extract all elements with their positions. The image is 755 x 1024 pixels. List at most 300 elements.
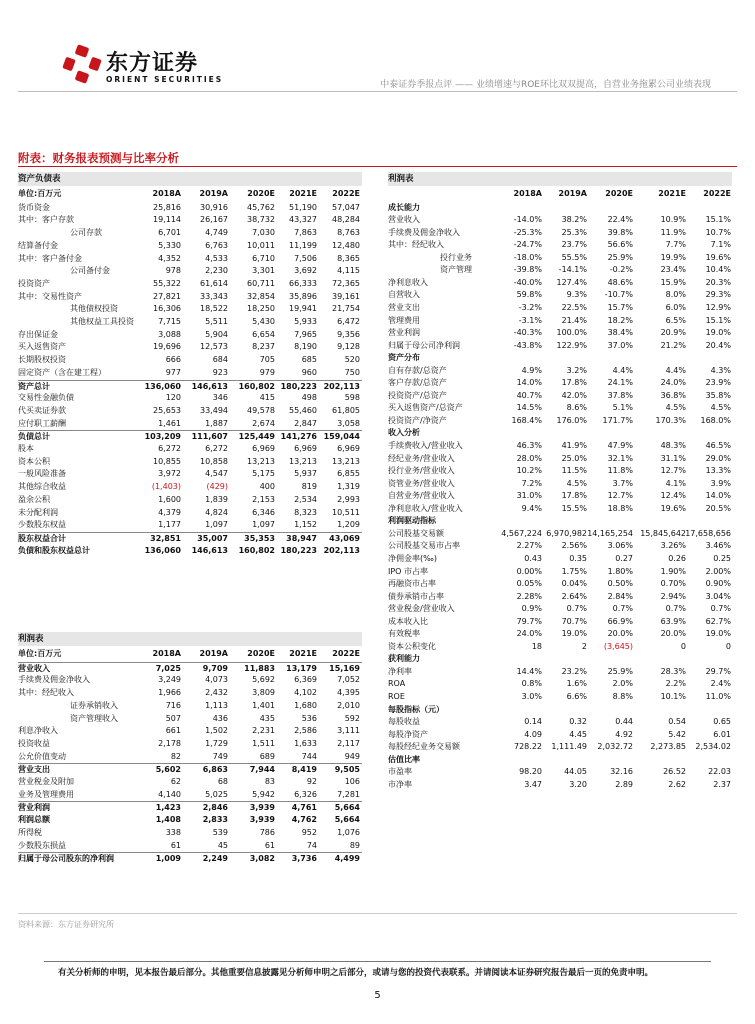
cell-value: 9,356 xyxy=(337,329,360,339)
table-row xyxy=(18,494,362,506)
cell-value: 59.8% xyxy=(516,290,542,300)
table-row xyxy=(18,519,362,531)
cell-value: 25.0% xyxy=(561,453,587,463)
table-row xyxy=(388,641,732,653)
cell-value: 4,567,224 xyxy=(501,528,542,538)
row-label: 投资资产/净资产 xyxy=(388,415,447,425)
row-label: 经纪业务/营业收入 xyxy=(388,453,455,463)
row-label: 资本公积 xyxy=(18,456,50,466)
cell-value: 15,169 xyxy=(329,663,360,673)
cell-value: 44.05 xyxy=(564,767,587,777)
cell-value: 19.0% xyxy=(705,328,731,338)
table-row xyxy=(18,674,362,686)
cell-value: 159,044 xyxy=(323,432,360,442)
cell-value: 28.3% xyxy=(660,666,686,676)
year-header: 2018A xyxy=(152,649,181,658)
cell-value: 5,664 xyxy=(334,803,360,813)
cell-value: 5,330 xyxy=(158,240,181,250)
cell-value: 749 xyxy=(212,751,228,761)
row-label: 营业收入 xyxy=(18,663,50,673)
row-label: 估值比率 xyxy=(388,754,420,764)
cell-value: 3.46% xyxy=(705,541,731,551)
cell-value: 19,941 xyxy=(289,304,317,314)
table-row xyxy=(18,367,362,379)
cell-value: 2.27% xyxy=(516,541,542,551)
row-label: 市净率 xyxy=(388,779,412,789)
cell-value: 68 xyxy=(217,777,228,786)
cell-value: 1,423 xyxy=(155,803,181,813)
cell-value: 33,343 xyxy=(200,291,228,301)
row-label: 投行业务/营业收入 xyxy=(388,466,455,476)
cell-value: 0 xyxy=(725,641,731,651)
cell-value: 9.3% xyxy=(566,290,587,300)
cell-value: 0.26 xyxy=(668,553,686,563)
cell-value: 9,709 xyxy=(202,663,228,673)
cell-value: 13,213 xyxy=(289,456,317,466)
cell-value: 1,633 xyxy=(294,738,317,748)
row-label: 公司股基交易市占率 xyxy=(388,541,460,551)
cell-value: 2,230 xyxy=(205,266,228,276)
table-row xyxy=(388,302,732,314)
cell-value: 15.7% xyxy=(607,302,633,312)
cell-value: 19.6% xyxy=(660,503,686,513)
cell-value: 14.0% xyxy=(705,491,731,501)
table-row xyxy=(388,478,732,490)
cell-value: 4,824 xyxy=(205,507,228,517)
row-label: 存出保证金 xyxy=(18,329,58,339)
cell-value: 22.03 xyxy=(708,767,731,777)
table-row xyxy=(388,704,732,716)
cell-value: 4.09 xyxy=(524,729,542,739)
cell-value: 32,851 xyxy=(150,533,181,543)
cell-value: 7,863 xyxy=(294,228,317,238)
row-label: 营业支出 xyxy=(388,302,420,312)
cell-value: 32.16 xyxy=(610,767,633,777)
cell-value: 3,939 xyxy=(249,803,275,813)
table-row xyxy=(18,443,362,455)
table-row xyxy=(388,515,732,527)
row-label: 其中：经纪收入 xyxy=(388,240,444,250)
cell-value: 0.7% xyxy=(612,604,633,614)
row-label: 其中：经纪收入 xyxy=(18,688,74,698)
table-row xyxy=(18,392,362,404)
table-row xyxy=(18,789,362,801)
table-row xyxy=(18,227,362,239)
table-row xyxy=(388,227,732,239)
year-header: 2022E xyxy=(332,189,360,198)
cell-value: 6.0% xyxy=(665,302,686,312)
cell-value: -40.3% xyxy=(513,328,542,338)
row-label: 利息净收入 xyxy=(18,726,58,736)
cell-value: 5.42 xyxy=(668,729,686,739)
cell-value: 141,276 xyxy=(280,432,317,442)
footer-divider xyxy=(44,961,711,962)
cell-value: 1,887 xyxy=(205,418,228,428)
cell-value: 3.20 xyxy=(569,779,587,789)
cell-value: 12.4% xyxy=(660,491,686,501)
row-label: 有效税率 xyxy=(388,629,420,639)
cell-value: 20.0% xyxy=(607,629,633,639)
cell-value: 5,025 xyxy=(205,789,228,799)
row-label: 资产总计 xyxy=(18,381,50,391)
cell-value: 82 xyxy=(170,751,181,761)
cell-value: 10.1% xyxy=(660,692,686,701)
cell-value: 92 xyxy=(306,777,317,786)
table-row xyxy=(18,214,362,226)
table-row xyxy=(388,653,732,665)
cell-value: 346 xyxy=(212,393,228,403)
cell-value: 25.9% xyxy=(607,666,633,676)
cell-value: 923 xyxy=(212,367,228,377)
cell-value: 7,944 xyxy=(249,765,275,775)
cell-value: 1,097 xyxy=(252,520,275,530)
cell-value: 1,966 xyxy=(158,688,181,698)
cell-value: 2,153 xyxy=(252,494,275,504)
row-label: 每股经纪业务交易额 xyxy=(388,742,460,752)
cell-value: 160,802 xyxy=(238,545,275,555)
cell-value: 3,736 xyxy=(291,854,317,864)
cell-value: -18.0% xyxy=(513,252,542,262)
cell-value: 146,613 xyxy=(191,381,228,391)
cell-value: 0.54 xyxy=(668,717,686,727)
cell-value: 1,111.49 xyxy=(551,742,587,752)
cell-value: 61 xyxy=(170,840,181,850)
year-header: 2020E xyxy=(247,649,275,658)
row-label: 营业收入 xyxy=(388,215,420,225)
ratio-table-header xyxy=(388,172,732,186)
cell-value: 5,942 xyxy=(252,789,275,799)
cell-value: 6,472 xyxy=(337,317,360,326)
cell-value: 20.9% xyxy=(660,328,686,338)
row-label: 长期股权投资 xyxy=(18,355,66,365)
cell-value: 6,970,982 xyxy=(546,528,587,538)
table-row xyxy=(18,827,362,839)
cell-value: 25.3% xyxy=(561,227,587,237)
row-label: 成本收入比 xyxy=(388,616,428,626)
table-row xyxy=(18,840,362,852)
cell-value: 6,654 xyxy=(252,329,275,339)
cell-value: 46.5% xyxy=(705,441,731,450)
cell-value: 0.44 xyxy=(615,717,633,727)
cell-value: 685 xyxy=(301,355,317,365)
table-row xyxy=(388,427,732,439)
cell-value: 15.1% xyxy=(705,215,731,225)
cell-value: 4,352 xyxy=(158,253,181,263)
unit-label: 单位:百万元 xyxy=(18,189,62,198)
cell-value: 4.9% xyxy=(521,365,542,375)
table-row xyxy=(18,456,362,468)
row-label: 每股指标（元） xyxy=(388,704,444,714)
cell-value: 661 xyxy=(165,726,181,736)
cell-value: 3,301 xyxy=(252,266,275,276)
cell-value: 952 xyxy=(301,827,317,837)
cell-value: 0.70% xyxy=(660,579,686,589)
cell-value: 8,763 xyxy=(337,228,360,238)
table-row xyxy=(18,852,362,865)
cell-value: 4,379 xyxy=(158,507,181,517)
cell-value: 168.4% xyxy=(511,415,542,425)
cell-value: 45,762 xyxy=(247,202,275,212)
cell-value: 25.9% xyxy=(607,252,633,262)
table-row xyxy=(388,553,732,565)
cell-value: 8.8% xyxy=(612,692,633,701)
source-note: 资料来源：东方证券研究所 xyxy=(18,920,114,929)
cell-value: 11,199 xyxy=(289,240,317,250)
cell-value: 171.7% xyxy=(602,415,633,425)
table-row xyxy=(388,666,732,678)
cell-value: 6.01 xyxy=(713,729,731,739)
cell-value: 6,369 xyxy=(294,675,317,685)
cell-value: 400 xyxy=(259,482,275,492)
cell-value: 202,113 xyxy=(323,381,360,391)
cell-value: 22.5% xyxy=(561,302,587,312)
row-label: 买入返售资产 xyxy=(18,342,66,352)
row-label: 盈余公积 xyxy=(18,494,50,504)
table-row xyxy=(18,763,362,776)
cell-value: 18,250 xyxy=(247,304,275,314)
cell-value: 19,696 xyxy=(153,342,181,352)
row-label: 公司股基交易额 xyxy=(388,528,444,538)
cell-value: 23.2% xyxy=(561,666,587,676)
cell-value: 125,449 xyxy=(238,432,275,442)
cell-value: 2.4% xyxy=(710,679,731,689)
cell-value: 598 xyxy=(344,393,360,403)
cell-value: 23.9% xyxy=(705,378,731,388)
cell-value: 20.4% xyxy=(705,340,731,350)
cell-value: 14.0% xyxy=(516,378,542,388)
row-label: 营业税金及附加 xyxy=(18,777,74,786)
row-label: 其他权益工具投资 xyxy=(70,317,134,326)
cell-value: 89 xyxy=(349,840,360,850)
table-row xyxy=(18,662,362,675)
cell-value: 122.9% xyxy=(556,340,587,350)
row-label: 每股收益 xyxy=(388,717,420,727)
row-label: 一般风险准备 xyxy=(18,469,66,479)
table-row xyxy=(388,603,732,615)
cell-value: 6,863 xyxy=(202,765,228,775)
row-label: 收入分析 xyxy=(388,428,420,438)
cell-value: 6,763 xyxy=(205,240,228,250)
cell-value: 13,213 xyxy=(247,456,275,466)
table-row xyxy=(388,252,732,264)
income-statement-header xyxy=(18,632,362,646)
cell-value: 9.4% xyxy=(521,503,542,513)
row-label: 负债和股东权益总计 xyxy=(18,545,90,555)
disclaimer-text: 有关分析师的申明，见本报告最后部分。其他重要信息披露见分析师申明之后部分，或请与您的投资代表联系。并请阅读本证券研究报告最后一页的免责申明。 xyxy=(58,968,654,978)
cell-value: 19,114 xyxy=(153,215,181,225)
cell-value: 786 xyxy=(259,827,275,837)
cell-value: 0.25 xyxy=(713,553,731,563)
cell-value: 39.8% xyxy=(607,227,633,237)
cell-value: 56.6% xyxy=(607,240,633,250)
cell-value: 4.5% xyxy=(710,403,731,413)
table-row xyxy=(18,380,362,393)
cell-value: 18.8% xyxy=(607,503,633,513)
table-row xyxy=(388,678,732,690)
cell-value: 3.7% xyxy=(612,478,633,488)
cell-value: 61,614 xyxy=(200,278,228,288)
cell-value: 62.7% xyxy=(705,616,731,626)
cell-value: 1,319 xyxy=(337,482,360,492)
cell-value: 6,969 xyxy=(252,444,275,453)
table-row xyxy=(388,214,732,226)
cell-value: 103,209 xyxy=(144,432,181,442)
cell-value: 0 xyxy=(680,641,686,651)
table-row xyxy=(388,377,732,389)
cell-value: 12.7% xyxy=(660,466,686,476)
cell-value: 5,904 xyxy=(205,329,228,339)
table-row xyxy=(388,490,732,502)
cell-value: 51,190 xyxy=(289,202,317,212)
cell-value: 3.26% xyxy=(660,541,686,551)
cell-value: 2,249 xyxy=(202,854,228,864)
table-row xyxy=(388,453,732,465)
table-row xyxy=(18,532,362,545)
cell-value: 17.8% xyxy=(561,491,587,501)
cell-value: 4,749 xyxy=(205,228,228,238)
cell-value: 0.43 xyxy=(524,553,542,563)
cell-value: 4,761 xyxy=(291,803,317,813)
row-label: 所得税 xyxy=(18,827,42,837)
cell-value: 949 xyxy=(344,751,360,761)
cell-value: 48.3% xyxy=(660,441,686,450)
cell-value: 2.64% xyxy=(561,591,587,601)
cell-value: 49,578 xyxy=(247,405,275,415)
cell-value: 146,613 xyxy=(191,545,228,555)
cell-value: 20.5% xyxy=(705,503,731,513)
cell-value: 21.2% xyxy=(660,340,686,350)
row-label: 净佣金率(‰) xyxy=(388,553,437,563)
cell-value: -3.1% xyxy=(518,315,542,325)
cell-value: 40.7% xyxy=(516,390,542,400)
cell-value: 29.7% xyxy=(705,666,731,676)
cell-value: 3,058 xyxy=(337,418,360,428)
cell-value: 37.0% xyxy=(607,340,633,350)
table-row xyxy=(388,289,732,301)
cell-value: 31.0% xyxy=(516,491,542,501)
cell-value: 4,140 xyxy=(158,789,181,799)
row-label: 应付职工薪酬 xyxy=(18,418,66,428)
row-label: 再融资市占率 xyxy=(388,579,436,589)
cell-value: 60,711 xyxy=(247,278,275,288)
cell-value: 4.5% xyxy=(665,403,686,413)
table-row xyxy=(18,418,362,430)
row-label: 营业利润 xyxy=(388,328,420,338)
cell-value: 520 xyxy=(344,355,360,365)
row-label: 交易性金融负债 xyxy=(18,393,74,403)
year-header: 2021E xyxy=(289,189,317,198)
row-label: 投行业务 xyxy=(440,252,472,262)
table-row xyxy=(18,687,362,699)
table-row xyxy=(18,545,362,557)
page-number: 5 xyxy=(374,990,381,1001)
cell-value: 1.6% xyxy=(566,679,587,689)
row-label: 公司备付金 xyxy=(70,266,110,276)
cell-value: 27,821 xyxy=(153,291,181,301)
row-label: 少数股东损益 xyxy=(18,840,66,850)
cell-value: 38,732 xyxy=(247,215,275,225)
year-header: 2018A xyxy=(513,189,542,198)
cell-value: 23.7% xyxy=(561,240,587,250)
cell-value: 0.35 xyxy=(569,553,587,563)
table-row xyxy=(388,365,732,377)
unit-label: 单位:百万元 xyxy=(18,649,62,658)
row-label: 手续费及佣金净收入 xyxy=(388,227,460,237)
table-row xyxy=(18,776,362,788)
table-row xyxy=(388,528,732,540)
year-header: 2021E xyxy=(658,189,686,198)
cell-value: 70.7% xyxy=(561,616,587,626)
cell-value: 6,969 xyxy=(337,444,360,453)
cell-value: 0.65 xyxy=(713,717,731,727)
cell-value: 55,322 xyxy=(153,278,181,288)
cell-value: 7,281 xyxy=(337,789,360,799)
cell-value: 14.4% xyxy=(516,666,542,676)
cell-value: 12.9% xyxy=(705,302,731,312)
cell-value: 2.62 xyxy=(668,779,686,789)
cell-value: 31.1% xyxy=(660,453,686,463)
source-divider xyxy=(18,913,737,914)
row-label: 其他债权投资 xyxy=(70,304,118,314)
cell-value: 0.05% xyxy=(516,579,542,589)
row-label: 少数股东权益 xyxy=(18,520,66,530)
cell-value: 10,855 xyxy=(153,456,181,466)
cell-value: 689 xyxy=(259,751,275,761)
cell-value: 536 xyxy=(301,713,317,723)
cell-value: 0.50% xyxy=(607,579,633,589)
cell-value: 19.0% xyxy=(561,629,587,639)
cell-value: 36.8% xyxy=(660,390,686,400)
row-label: 营业支出 xyxy=(18,765,50,775)
cell-value: 0.04% xyxy=(561,579,587,589)
cell-value: 7,052 xyxy=(337,675,360,685)
cell-value: 2,993 xyxy=(337,494,360,504)
cell-value: 716 xyxy=(165,700,181,710)
table-row xyxy=(388,340,732,352)
cell-value: 18.2% xyxy=(607,315,633,325)
table-row xyxy=(388,591,732,603)
cell-value: 30,916 xyxy=(200,202,228,212)
cell-value: 176.0% xyxy=(556,415,587,425)
table-row xyxy=(18,814,362,826)
cell-value: 684 xyxy=(212,355,228,365)
cell-value: 728.22 xyxy=(514,742,542,752)
row-label: 资产管理 xyxy=(440,265,472,275)
cell-value: 22.4% xyxy=(607,215,633,225)
cell-value: 11.8% xyxy=(607,466,633,476)
cell-value: 0.8% xyxy=(521,679,542,689)
cell-value: 1,729 xyxy=(205,738,228,748)
table-row xyxy=(388,741,732,753)
cell-value: 6,272 xyxy=(205,444,228,453)
header-divider xyxy=(18,91,737,92)
cell-value: 6.6% xyxy=(566,692,587,701)
cell-value: 15,845,642 xyxy=(640,528,686,538)
row-label: 净利息收入/营业收入 xyxy=(388,503,463,513)
table-row xyxy=(388,729,732,741)
row-label: 其中：交易性资产 xyxy=(18,291,82,301)
cell-value: 7,715 xyxy=(158,317,181,326)
cell-value: 2,231 xyxy=(252,726,275,736)
cell-value: 29.0% xyxy=(705,453,731,463)
table-row xyxy=(388,202,732,214)
cell-value: 11,883 xyxy=(244,663,275,673)
cell-value: 3,972 xyxy=(158,469,181,479)
row-label: 利润总额 xyxy=(18,815,50,825)
table-row xyxy=(18,202,362,214)
table-row xyxy=(388,691,732,703)
cell-value: 83 xyxy=(264,777,275,786)
